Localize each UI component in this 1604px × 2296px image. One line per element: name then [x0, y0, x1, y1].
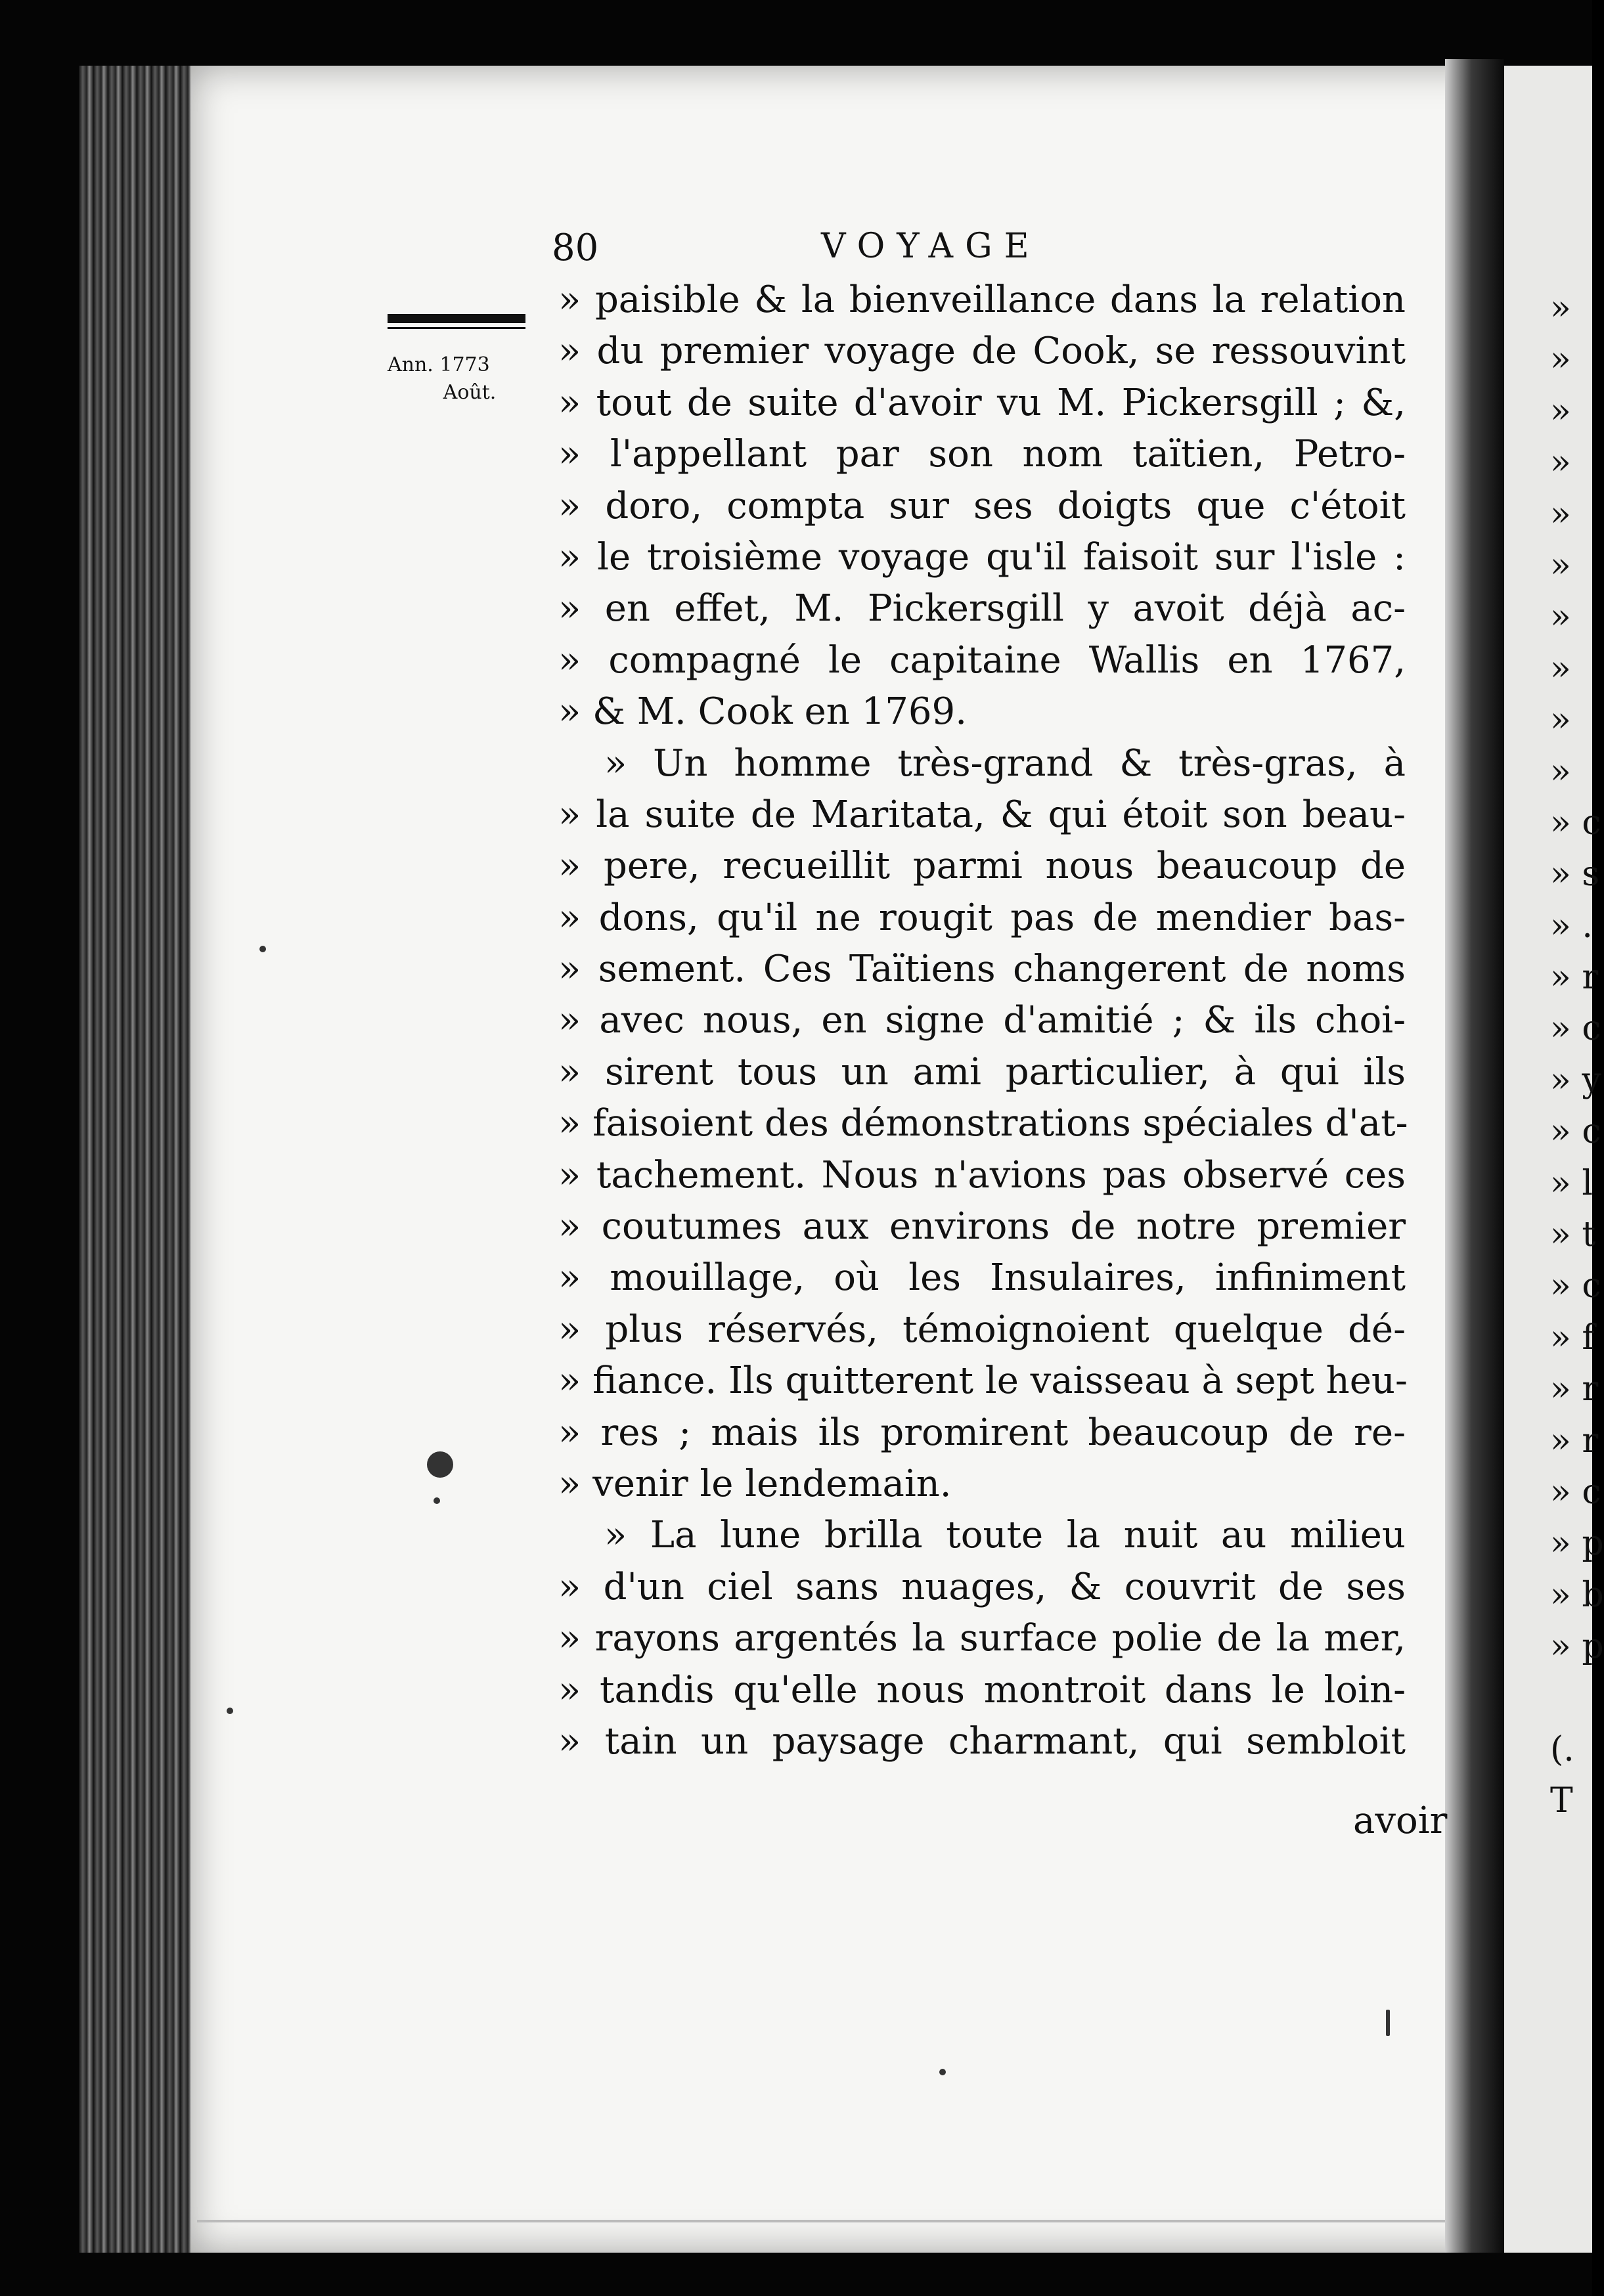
right-page-fragment: » s	[1550, 854, 1600, 894]
text-line: » tout de suite d'avoir vu M. Pickersgill ; &,	[558, 381, 1406, 424]
ink-speck	[939, 2069, 946, 2075]
right-page-fragment: » b	[1550, 1575, 1604, 1615]
text-line: » le troisième voyage qu'il faisoit sur l'isle :	[558, 535, 1406, 579]
text-line: » du premier voyage de Cook, se ressouvint	[558, 330, 1406, 373]
text-line: » pere, recueillit parmi nous beaucoup de	[558, 845, 1406, 888]
text-line: » l'appellant par son nom taïtien, Petro-	[558, 433, 1406, 476]
text-line: » tachement. Nous n'avions pas observé ces	[558, 1153, 1406, 1197]
right-page-fragment: »	[1550, 648, 1571, 688]
margin-note	[388, 351, 539, 407]
text-line: » plus réservés, témoignoient quelque dé-	[558, 1308, 1406, 1351]
right-page-fragment: »	[1550, 494, 1571, 534]
page-bottom-edge	[197, 2220, 1445, 2222]
right-page-fragment: » c	[1550, 1472, 1601, 1512]
right-page-fragment: »	[1550, 700, 1571, 740]
right-page-fragment: » r	[1550, 1369, 1599, 1409]
text-line: » doro, compta sur ses doigts que c'étoit	[558, 484, 1406, 527]
text-line: » d'un ciel sans nuages, & couvrit de ses	[558, 1565, 1406, 1608]
right-page-fragments	[1550, 282, 1604, 1827]
right-page-fragment: »	[1550, 391, 1571, 431]
text-line: » paisible & la bienveillance dans la relation	[558, 278, 1406, 321]
text-line: » dons, qu'il ne rougit pas de mendier bas-	[558, 896, 1406, 939]
right-page-fragment: » f	[1550, 1317, 1595, 1358]
right-page-fragment: » r	[1550, 1421, 1599, 1461]
text-line: » & M. Cook en 1769.	[558, 690, 967, 734]
ink-speck	[227, 1708, 233, 1714]
text-line: » res ; mais ils promirent beaucoup de re-	[558, 1411, 1406, 1454]
right-page-fragment: »	[1550, 340, 1571, 380]
right-page-fragment	[1550, 1673, 1592, 1724]
text-line: » tain un paysage charmant, qui sembloit	[558, 1719, 1406, 1763]
right-page-fragment: (.	[1550, 1729, 1574, 1769]
text-line: » compagné le capitaine Wallis en 1767,	[558, 638, 1406, 682]
page-number: 80	[552, 227, 599, 269]
text-line: » en effet, M. Pickersgill y avoit déjà ac-	[558, 587, 1406, 630]
right-page-fragment: »	[1550, 443, 1571, 483]
text-line: » sirent tous un ami particulier, à qui ils	[558, 1050, 1406, 1093]
right-page-fragment: » c	[1550, 1266, 1601, 1306]
page-header	[552, 227, 1406, 279]
margin-note-month: Août.	[443, 381, 497, 404]
text-line: » faisoient des démonstrations spéciales d'at-	[558, 1102, 1408, 1145]
right-page-fragment: » t	[1550, 1215, 1596, 1255]
right-page-fragment: » c	[1550, 803, 1601, 843]
text-line: » sement. Ces Taïtiens changerent de noms	[558, 948, 1406, 991]
text-line: » La lune brilla toute la nuit au milieu	[604, 1514, 1406, 1557]
right-page-fragment: »	[1550, 597, 1571, 637]
right-page-fragment: »	[1550, 751, 1571, 791]
ink-speck	[259, 946, 266, 952]
right-page-fragment: » c	[1550, 1112, 1601, 1152]
right-page-fragment: » p	[1550, 1524, 1604, 1564]
right-page-fragment: »	[1550, 545, 1571, 585]
right-page-fragment: »	[1550, 288, 1571, 328]
running-title: VOYAGE	[821, 227, 1041, 266]
text-line: » venir le lendemain.	[558, 1462, 952, 1505]
right-page-fragment: » y	[1550, 1060, 1601, 1100]
right-page-fragment: » r	[1550, 958, 1599, 998]
text-line: » coutumes aux environs de notre premier	[558, 1205, 1406, 1248]
text-line: » rayons argentés la surface polie de la mer,	[558, 1617, 1406, 1660]
text-line: » la suite de Maritata, & qui étoit son beau-	[558, 793, 1406, 836]
text-line: » avec nous, en signe d'amitié ; & ils choi-	[558, 999, 1406, 1042]
ink-mark	[1386, 2010, 1390, 2036]
text-line: » fiance. Ils quitterent le vaisseau à sept heu-	[558, 1359, 1408, 1403]
right-page-fragment: » .	[1550, 906, 1593, 946]
ink-stain	[427, 1451, 453, 1478]
text-line: » tandis qu'elle nous montroit dans le loin-	[558, 1668, 1406, 1711]
book-gutter-shadow	[1445, 59, 1504, 2253]
body-text	[558, 275, 1406, 1767]
margin-note-year: Ann. 1773	[388, 353, 490, 376]
ink-speck	[434, 1497, 440, 1504]
margin-rule	[388, 314, 525, 323]
catchword: avoir	[1353, 1799, 1448, 1842]
text-line: » mouillage, où les Insulaires, infiniment	[558, 1256, 1406, 1300]
right-page-fragment: T	[1550, 1781, 1573, 1821]
text-line: » Un homme très-grand & très-gras, à	[604, 741, 1406, 785]
right-page-fragment: » p	[1550, 1627, 1604, 1667]
right-page-fragment: » c	[1550, 1009, 1601, 1049]
right-page-fragment: » l	[1550, 1163, 1593, 1203]
